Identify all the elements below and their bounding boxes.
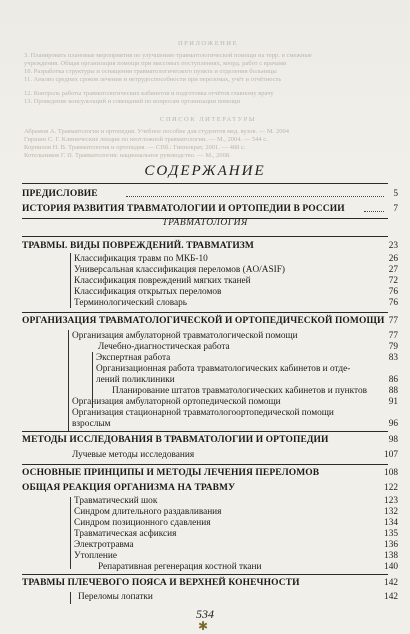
toc-entry-chapter[interactable]: [0, 576, 410, 590]
toc-entry-history[interactable]: [0, 202, 410, 216]
toc-page-number: 132: [384, 507, 398, 517]
toc-entry[interactable]: [0, 590, 410, 604]
toc-page-number: 136: [384, 540, 398, 550]
toc-page-number: 7: [393, 204, 398, 214]
ghost-line: 10. Разработка структуры и оснащения травматологического пункта и отделения больницы: [24, 68, 277, 75]
rule: [22, 431, 388, 432]
running-title: ПРИЛОЖЕНИЕ: [177, 40, 239, 47]
toc-page-number: 76: [388, 287, 398, 297]
toc-entry-text: Организация амбулаторной ортопедической помощи: [72, 397, 281, 407]
toc-page-number: 83: [388, 353, 398, 363]
toc-page-number: 138: [384, 551, 398, 561]
toc-entry-chapter[interactable]: [0, 314, 410, 328]
toc-entry-text: Классификация травм по МКБ-10: [74, 254, 208, 264]
toc-entry-chapter[interactable]: [0, 433, 410, 447]
toc-page-number: 26: [388, 254, 398, 264]
toc-entry[interactable]: [0, 560, 410, 574]
toc-entry-text: Организационная работа травматологических кабинетов и отде-: [96, 364, 351, 374]
toc-page-number: 107: [384, 450, 398, 460]
toc-entry-text: Переломы лопатки: [78, 592, 153, 602]
toc-page-number: 123: [384, 496, 398, 506]
toc-entry-text: Электротравма: [74, 540, 134, 550]
toc-page-number: 79: [388, 342, 398, 352]
toc-entry-text: ИСТОРИЯ РАЗВИТИЯ ТРАВМАТОЛОГИИ И ОРТОПЕДИИ В РОССИИ: [22, 204, 345, 214]
toc-page-number: 142: [384, 592, 398, 602]
ghost-line: 3. Планировать плановые мероприятия по улучшению травматологической помощи на терр. и смежные: [24, 52, 312, 59]
toc-page-number: 72: [388, 276, 398, 286]
rule: [22, 574, 388, 575]
ghost-line: 13. Проведение консультаций и совещаний по вопросам организации помощи: [24, 98, 241, 105]
contents-title: СОДЕРЖАНИЕ: [144, 163, 266, 179]
toc-entry-text: Экспертная работа: [96, 353, 171, 363]
page-number: 534: [196, 607, 214, 621]
toc-entry-text: ОСНОВНЫЕ ПРИНЦИПЫ И МЕТОДЫ ЛЕЧЕНИЯ ПЕРЕЛОМОВ: [22, 468, 320, 478]
toc-page-number: 108: [384, 468, 398, 478]
toc-entry-text: взрослым: [72, 419, 111, 429]
toc-entry-text: МЕТОДЫ ИССЛЕДОВАНИЯ В ТРАВМАТОЛОГИИ И ОРТОПЕДИИ: [22, 435, 329, 445]
rule: [22, 312, 388, 313]
toc-entry-text: ТРАВМЫ. ВИДЫ ПОВРЕЖДЕНИЙ. ТРАВМАТИЗМ: [22, 241, 254, 251]
ghost-line: 11. Анализ средних сроков лечения и нетрудоспособности при переломах, учёт и отчётность: [24, 76, 282, 83]
toc-entry-text: ОБЩАЯ РЕАКЦИЯ ОРГАНИЗМА НА ТРАВМУ: [22, 483, 236, 493]
toc-entry[interactable]: [0, 448, 410, 462]
ghost-line: Абрамов А. Травматология и ортопедия. Учебное пособие для студентов мед. вузов. — М. 2004: [24, 128, 289, 135]
rule: [22, 464, 388, 465]
toc-page-number: 134: [384, 518, 398, 528]
toc-page-number: 77: [388, 316, 398, 326]
toc-entry-text: Лучевые методы исследования: [72, 450, 195, 460]
toc-entry-chapter[interactable]: [0, 239, 410, 253]
toc-entry-text: Терминологический словарь: [74, 298, 188, 308]
toc-entry-chapter[interactable]: [0, 481, 410, 495]
toc-page-number: 5: [393, 189, 398, 199]
toc-entry-text: Классификация открытых переломов: [74, 287, 222, 297]
star-ornament-icon: ✱: [198, 619, 209, 633]
toc-entry-text: лений поликлиники: [96, 375, 175, 385]
toc-entry-text: ОРГАНИЗАЦИЯ ТРАВМАТОЛОГИЧЕСКОЙ И ОРТОПЕДИЧЕСКОЙ ПОМОЩИ: [22, 316, 385, 326]
toc-entry-text: ТРАВМЫ ПЛЕЧЕВОГО ПОЯСА И ВЕРХНЕЙ КОНЕЧНОСТИ: [22, 578, 300, 588]
toc-page-number: 91: [388, 397, 398, 407]
toc-entry-text: Травматическая асфиксия: [74, 529, 177, 539]
toc-entry-text: Организация амбулаторной травматологической помощи: [72, 331, 298, 341]
ghost-line: Гиршин С. Г. Клинические лекции по неотложной травматологии. — М., 2004. — 544 с.: [24, 136, 268, 143]
toc-entry[interactable]: [0, 296, 410, 310]
toc-entry-text: Репаративная регенерация костной ткани: [98, 562, 262, 572]
toc-entry-chapter[interactable]: [0, 466, 410, 480]
rule-top: [22, 183, 388, 184]
toc-page-number: 122: [384, 483, 398, 493]
toc-entry-text: Синдром позиционного сдавления: [74, 518, 211, 528]
toc-entry-text: Организация стационарной травматологоортопедической помощи: [72, 408, 334, 418]
toc-page-number: 96: [388, 419, 398, 429]
toc-page-number: 135: [384, 529, 398, 539]
rule-section-bottom: [22, 236, 388, 237]
toc-entry[interactable]: [0, 417, 410, 431]
toc-page-number: 88: [388, 386, 398, 396]
ghost-line: 12. Контроль работы травматологических кабинетов и подготовка отчётов главному врачу: [24, 90, 274, 97]
toc-page-number: 86: [388, 375, 398, 385]
ghost-line: Котельников Г. П. Травматология: национальное руководство. — М., 2008.: [24, 152, 231, 159]
toc-entry-preface[interactable]: [0, 187, 410, 201]
toc-page-number: 140: [384, 562, 398, 572]
toc-page-number: 23: [388, 241, 398, 251]
toc-entry-text: Синдром длительного раздавливания: [74, 507, 222, 517]
toc-page-number: 77: [388, 331, 398, 341]
section-label: ТРАВМАТОЛОГИЯ: [162, 218, 248, 228]
toc-page-number: 76: [388, 298, 398, 308]
ghost-heading: СПИСОК ЛИТЕРАТУРЫ: [159, 116, 257, 123]
toc-page-number: 98: [388, 435, 398, 445]
ghost-line: учреждения. Общая организация помощи при массовых поступлениях, коорд. работ с врачами: [24, 60, 287, 67]
toc-entry-text: Универсальная классификация переломов (AO/ASIF): [74, 265, 286, 275]
toc-entry-text: Планирование штатов травматологических кабинетов и пунктов: [112, 386, 367, 396]
toc-entry-text: Утопление: [74, 551, 117, 561]
toc-entry-text: Классификация повреждений мягких тканей: [74, 276, 251, 286]
toc-entry-text: ПРЕДИСЛОВИЕ: [22, 189, 98, 199]
toc-entry-text: Лечебно-диагностическая работа: [98, 342, 230, 352]
toc-entry-text: Травматический шок: [74, 496, 158, 506]
ghost-line: Корнилов Н. В. Травматология и ортопедия. — СПб.: Гиппократ, 2001. — 488 с.: [24, 144, 246, 151]
toc-page-number: 142: [384, 578, 398, 588]
toc-page-number: 27: [388, 265, 398, 275]
